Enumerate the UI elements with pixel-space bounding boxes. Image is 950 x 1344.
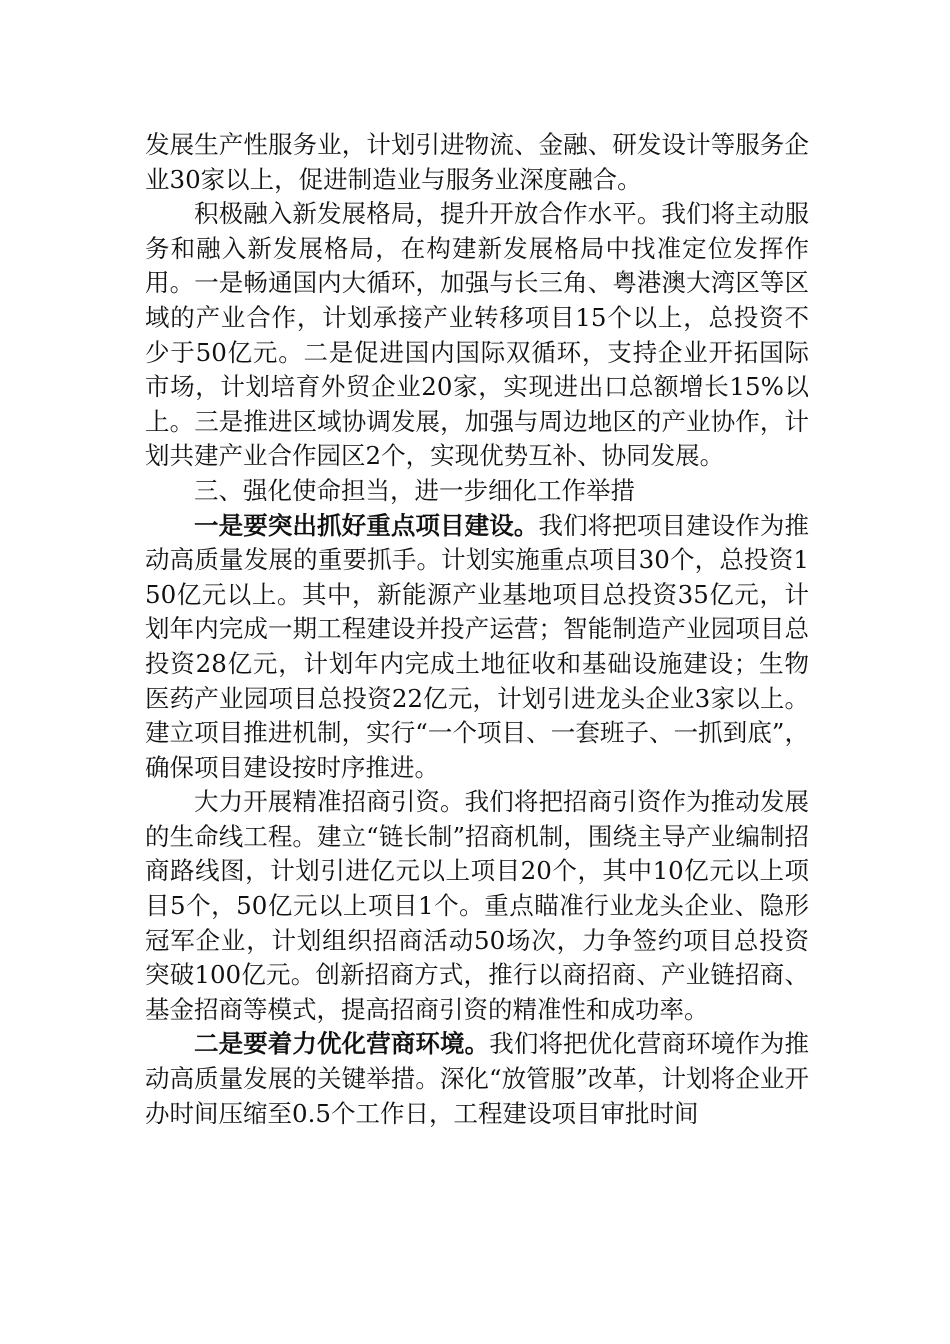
paragraph-text: 发展生产性服务业，计划引进物流、金融、研发设计等服务企业30家以上，促进制造业与服务业深度融合。 [145, 130, 809, 194]
paragraph-business-environment [145, 1027, 809, 1131]
paragraph-text: 我们将把项目建设作为推动高质量发展的重要抓手。计划实施重点项目30个，总投资150亿元以上。其中，新能源产业基地项目总投资35亿元，计划年内完成一期工程建设并投产运营；智能制造产业园项目总投资28亿元，计划年内完成土地征收和基础设施建设；生物医药产业园项目总投资22亿元，计划引进龙头企业3家以上。建立项目推进机制，实行“一个项目、一套班子、一抓到底”，确保项目建设按时序推进。 [145, 510, 810, 782]
paragraph-text: 大力开展精准招商引资。我们将把招商引资作为推动发展的生命线工程。建立“链长制”招商机制，围绕主导产业编制招商路线图，计划引进亿元以上项目20个，其中10亿元以上项目5个，50亿元以上项目1个。重点瞄准行业龙头企业、隐形冠军企业，计划组织招商活动50场次，力争签约项目总投资突破100亿元。创新招商方式，推行以商招商、产业链招商、基金招商等模式，提高招商引资的精准性和成功率。 [145, 787, 809, 1024]
paragraph-service-industry [145, 128, 809, 197]
paragraph-text: 积极融入新发展格局，提升开放合作水平。我们将主动服务和融入新发展格局，在构建新发展格局中找准定位发挥作用。一是畅通国内大循环，加强与长三角、粤港澳大湾区等区域的产业合作，计划承接产业转移项目15个以上，总投资不少于50亿元。二是促进国内国际双循环，支持企业开拓国际市场，计划培育外贸企业20家，实现进出口总额增长15%以上。三是推进区域协调发展，加强与周边地区的产业协作，计划共建产业合作园区2个，实现优势互补、协同发展。 [145, 199, 809, 471]
paragraph-lead: 二是要着力优化营商环境。 [194, 1029, 490, 1059]
paragraph-investment-promotion [145, 785, 809, 1027]
section-heading-text: 三、强化使命担当，进一步细化工作举措 [194, 475, 635, 505]
paragraph-lead: 一是要突出抓好重点项目建设。 [194, 510, 539, 540]
paragraph-text: 我们将把优化营商环境作为推动高质量发展的关键举措。深化“放管服”改革，计划将企业开办时间压缩至0.5个工作日，工程建设项目审批时间 [145, 1029, 809, 1128]
paragraph-key-projects [145, 509, 809, 786]
paragraph-open-cooperation [145, 197, 809, 474]
document-body [145, 128, 809, 1131]
section-heading [145, 474, 809, 509]
